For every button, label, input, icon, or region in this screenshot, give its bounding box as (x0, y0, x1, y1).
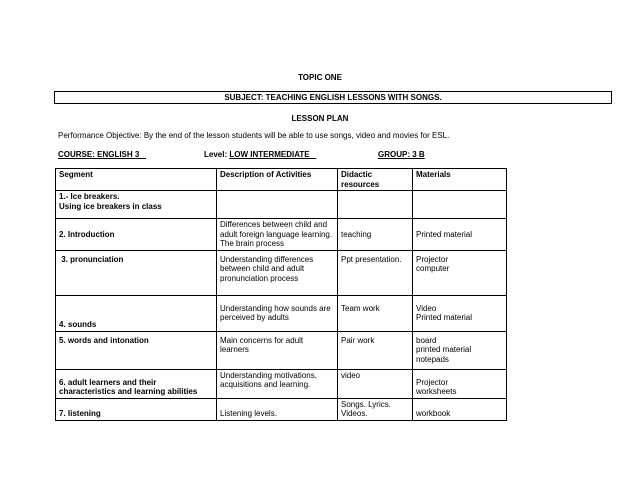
row6-activities (217, 369, 338, 398)
header-didactic-line1: Didactic (341, 170, 373, 179)
cell-line: Videos. (341, 409, 368, 418)
row1-materials (413, 191, 507, 219)
row2-didactic: teaching (338, 219, 413, 251)
cell-line: Printed material (416, 313, 473, 322)
level-prefix: Level: (204, 150, 230, 159)
cell-line: Understanding motivations, (220, 370, 317, 380)
cell-line: acquisitions and learning. (220, 380, 311, 389)
row2-materials: Printed material (413, 219, 507, 251)
row7-activities: Listening levels. (217, 398, 338, 420)
level-label (204, 150, 316, 159)
cell-line: Understanding differences (220, 254, 314, 264)
table-row (56, 250, 507, 295)
cell-line: Songs. Lyrics. (341, 399, 391, 409)
cell-line: characteristics and learning abilities (59, 387, 198, 396)
header-didactic-line2: resources (341, 179, 380, 189)
table-row (56, 191, 507, 219)
cell-line: Differences between child and (220, 220, 328, 229)
cell-line: 6. adult learners and their (59, 377, 157, 387)
table-row (56, 398, 507, 420)
row3-materials (413, 250, 507, 295)
cell-line: perceived by adults (220, 313, 289, 322)
row5-materials (413, 331, 507, 369)
row3-didactic: Ppt presentation. (338, 250, 413, 295)
cell-line: between child and adult (220, 264, 305, 273)
row2-activities (217, 219, 338, 251)
header-materials: Materials (413, 169, 507, 191)
cell-line: worksheets (416, 387, 457, 396)
cell-line: 1.- Ice breakers. (59, 192, 120, 201)
row3-activities (217, 250, 338, 295)
row7-didactic (338, 398, 413, 420)
row1-segment (56, 191, 217, 219)
row6-segment (56, 369, 217, 398)
row7-materials: workbook (413, 398, 507, 420)
cell-line: board (416, 335, 437, 345)
cell-line: Projector (416, 254, 449, 264)
level-value: LOW INTERMEDIATE (229, 150, 317, 159)
performance-objective: Performance Objective: By the end of the lesson students will be able to use songs, video and movies for ESL. (58, 131, 450, 140)
cell-line: computer (416, 264, 450, 273)
subject-heading: SUBJECT: TEACHING ENGLISH LESSONS WITH SONGS. (54, 91, 612, 104)
cell-line: adult foreign language learning. (220, 229, 333, 239)
table-row (56, 219, 507, 251)
row4-activities (217, 295, 338, 331)
header-activities: Description of Activities (217, 169, 338, 191)
cell-line: notepads (416, 354, 449, 364)
row7-segment: 7. listening (56, 398, 217, 420)
cell-line: Video (416, 303, 437, 313)
row4-didactic: Team work (338, 295, 413, 331)
table-header-row (56, 169, 507, 191)
table-row (56, 331, 507, 369)
row2-segment: 2. Introduction (56, 219, 217, 251)
table-row (56, 295, 507, 331)
header-segment: Segment (56, 169, 217, 191)
group-label: GROUP: 3 B (378, 150, 425, 159)
cell-line: The brain process (220, 239, 285, 248)
row6-didactic: video (338, 369, 413, 398)
row5-didactic: Pair work (338, 331, 413, 369)
table-row (56, 369, 507, 398)
row1-activities (217, 191, 338, 219)
cell-line: Understanding how sounds are (220, 303, 331, 313)
cell-line: pronunciation process (220, 273, 299, 283)
lesson-plan-title: LESSON PLAN (291, 114, 349, 123)
cell-line: Projector (416, 377, 449, 387)
header-didactic (338, 169, 413, 191)
course-label: COURSE: ENGLISH 3 (58, 150, 147, 159)
row1-didactic (338, 191, 413, 219)
row5-activities: Main concerns for adult learners (217, 331, 338, 369)
row3-segment: 3. pronunciation (56, 250, 217, 295)
cell-line: printed material (416, 345, 472, 354)
topic-title: TOPIC ONE (298, 73, 342, 82)
lesson-plan-table (55, 168, 507, 421)
row4-segment: 4. sounds (56, 295, 217, 331)
row6-materials (413, 369, 507, 398)
cell-line: Using ice breakers in class (59, 201, 162, 211)
row5-segment: 5. words and intonation (56, 331, 217, 369)
row4-materials (413, 295, 507, 331)
